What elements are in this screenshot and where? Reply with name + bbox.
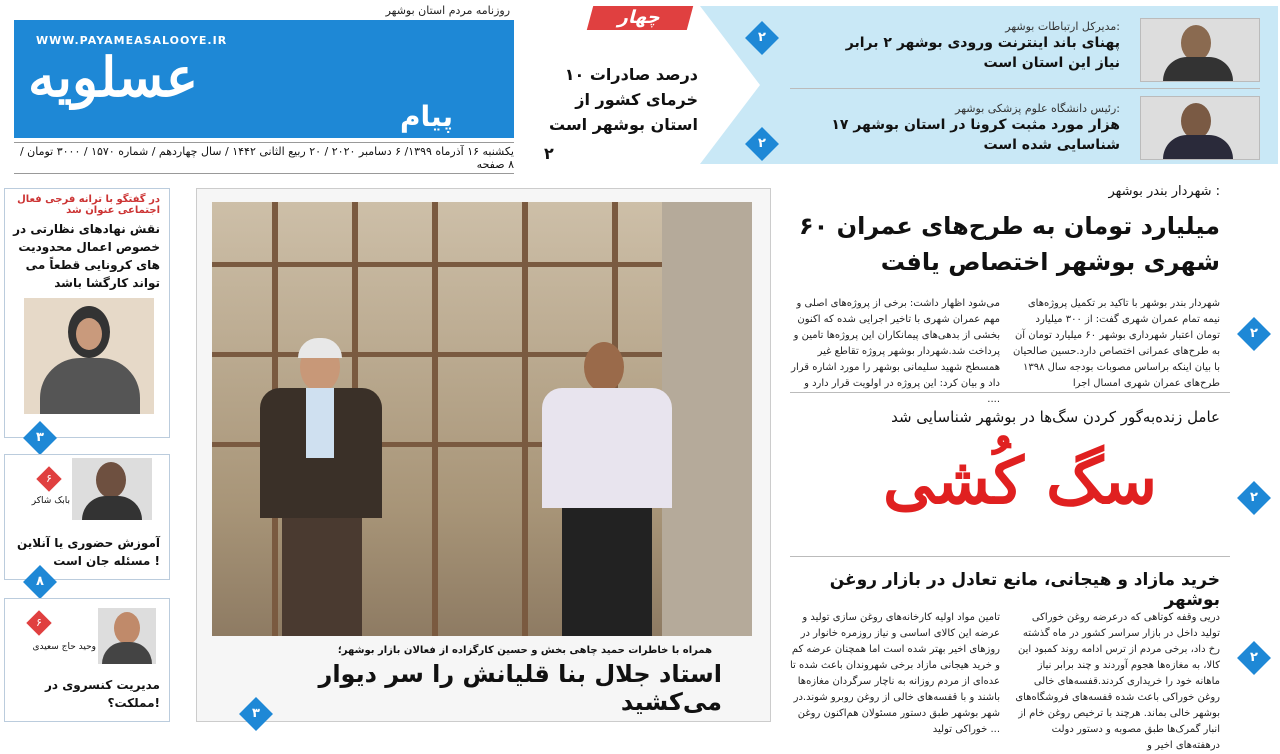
item-kicker: در گفتگو با ترانه فرجی فعال اجتماعی عنوان شد bbox=[17, 194, 160, 216]
masthead-logo: عسلویه bbox=[28, 45, 199, 109]
top-news-item-2[interactable] bbox=[820, 102, 1120, 155]
column-badge-icon: ۶ bbox=[36, 466, 61, 491]
story1-headline[interactable]: ۶۰ میلیارد تومان به طرح‌های عمران شهری بوشهر اختصاص یافت bbox=[798, 212, 1220, 276]
story3-headline[interactable]: خرید مازاد و هیجانی، مانع تعادل در بازار روغن بوشهر bbox=[829, 570, 1220, 610]
man-in-suit bbox=[252, 342, 392, 636]
left-item-1-text bbox=[10, 194, 160, 292]
news-kicker: رئیس دانشگاه علوم پزشکی بوشهر: bbox=[955, 102, 1120, 115]
issue-meta: یکشنبه ۱۶ آذرماه ۱۳۹۹/ ۶ دسامبر ۲۰۲۰ / ۲۰ ربیع الثانی ۱۴۴۲ / سال چهاردهم / شماره ۱۵۷۰ / ۳۰۰۰ تومان / ۸ صفحه bbox=[14, 142, 514, 174]
scaffolding-photo[interactable] bbox=[212, 202, 752, 636]
woman-portrait-photo bbox=[24, 298, 154, 414]
photo-caption: همراه با خاطرات حمید چاهی بخش و حسین کارگزاده از فعالان بازار بوشهر؛ bbox=[337, 645, 712, 656]
portrait-photo-2 bbox=[1140, 96, 1260, 160]
news-title: ۱۷ هزار مورد مثبت کرونا در استان بوشهر شناسایی شده است bbox=[831, 117, 1120, 153]
news-title: پهنای باند اینترنت ورودی بوشهر ۲ برابر نیاز این استان است bbox=[845, 35, 1120, 71]
page-ref-diamond[interactable]: ۳ bbox=[239, 697, 273, 731]
item-title: آموزش حضوری یا آنلاین مسئله جان است ! bbox=[16, 536, 160, 568]
man-in-checked-shirt bbox=[532, 342, 682, 636]
divider bbox=[790, 88, 1260, 89]
author-name: وحید حاج سعیدی bbox=[32, 642, 96, 652]
masthead-logo-prefix: پیام bbox=[400, 100, 453, 133]
item-title: مدیریت کنسروی در مملکت؟! bbox=[45, 678, 160, 710]
column-badge-icon: ۶ bbox=[26, 610, 51, 635]
author-name: بابک شاکر bbox=[31, 496, 70, 506]
page-ref-diamond[interactable]: ۲ bbox=[1237, 641, 1271, 675]
top-news-item-1[interactable] bbox=[820, 20, 1120, 73]
story3-body-right: دریی وقفه کوتاهی که درعرضه روغن خوراکی تولید داخل در بازار سراسر کشور در ماه گذشته رخ داد، برخی مردم از ترس ادامه روند کمبود این کالا، به مغازه‌ها هجوم آوردند و چند برابر نیاز ماهانه خود را خریداری کردند.قفسه‌های خالی روغن خوراکی باعث شده قفسه‌های فروشگاه‌های بوشهر خالی بماند. هرچند با ترخیص روغن خام از انبار گمرک‌ها طبق مصوبه و دستور دولت درهفته‌های اخیر و bbox=[1015, 612, 1220, 751]
page-ref-diamond[interactable]: ۸ bbox=[23, 565, 57, 599]
page-ref-diamond[interactable]: ۲ bbox=[745, 21, 779, 55]
page-ref-diamond[interactable]: ۳ bbox=[23, 421, 57, 455]
news-kicker: مدیرکل ارتباطات بوشهر: bbox=[1005, 20, 1120, 33]
story1-body-left: می‌شود اظهار داشت: برخی از پروژه‌های اصلی و مهم عمران شهری با تاخیر اجرایی شده که اکنون بخشی از بدهی‌های پیمانکاران این پروژه‌ها تامین و پرداخت شد.شهردار بوشهر پروژه تقاطع غیر همسطح شهید سلیمانی بوشهر را مورد اشاره قرار داد و بیان کرد: این پروژه در اولویت قرار دارد و .... bbox=[791, 298, 1000, 405]
teaser-page-number: ۲ bbox=[544, 144, 554, 163]
center-headline[interactable]: استاد جلال بنا قلیانش را سر دیوار می‌کشید bbox=[318, 660, 722, 716]
masthead-tagline: روزنامه مردم استان بوشهر bbox=[385, 4, 510, 17]
page-ref-diamond[interactable]: ۲ bbox=[1237, 317, 1271, 351]
masthead-url[interactable]: WWW.PAYAMEASALOOYE.IR bbox=[36, 34, 228, 47]
author-photo-2 bbox=[98, 608, 156, 664]
portrait-photo-1 bbox=[1140, 18, 1260, 82]
page-ref-diamond[interactable]: ۲ bbox=[745, 127, 779, 161]
author-photo-1 bbox=[72, 458, 152, 520]
page-ref-diamond[interactable]: ۲ bbox=[1237, 481, 1271, 515]
story2-headline[interactable]: سگ کُشی bbox=[882, 444, 1158, 519]
story1-body-right: شهردار بندر بوشهر با تاکید بر تکمیل پروژه‌های نیمه تمام عمران شهری گفت: از ۳۰۰ میلیارد تومان اعتبار شهرداری بوشهر ۶۰ میلیارد تومان آن به طرح‌های عمرانی اختصاص دارد.حسین صالحیان با بیان اینکه براساس مصوبات بودجه سال ۱۳۹۸ طرح‌های عمران شهری امسال اجرا bbox=[1013, 298, 1220, 389]
section-badge: چهار bbox=[587, 6, 693, 30]
story2-kicker: عامل زنده‌به‌گور کردن سگ‌ها در بوشهر شناسایی شد bbox=[891, 408, 1220, 426]
item-title: نقش نهادهای نظارتی در خصوص اعمال محدودیت های کرونایی قطعاً می تواند کارگشا باشد bbox=[13, 222, 160, 290]
story1-kicker: شهردار بندر بوشهر : bbox=[1108, 184, 1220, 199]
story3-body-left: تامین مواد اولیه کارخانه‌های روغن سازی تولید و عرضه این کالای اساسی و نیاز روزمره خانوار در روزهای اخیر بهتر شده است اما همچنان عرضه کم و خرید هیجانی مازاد برخی شهروندان باعث شده تا عده‌ای از مردم روزانه به ناچار سرگردان مغازه‌ها باشند و با قفسه‌های خالی از روغن روبرو شوند.در شهر بوشهر طبق دستور مسئولان هم‌اکنون روغن خوراکی تولید ... bbox=[790, 612, 1000, 735]
divider bbox=[790, 392, 1230, 393]
divider bbox=[790, 556, 1230, 557]
teaser-dates-export[interactable]: ۱۰ درصد صادرات خرمای کشور از استان بوشهر است bbox=[549, 65, 698, 134]
